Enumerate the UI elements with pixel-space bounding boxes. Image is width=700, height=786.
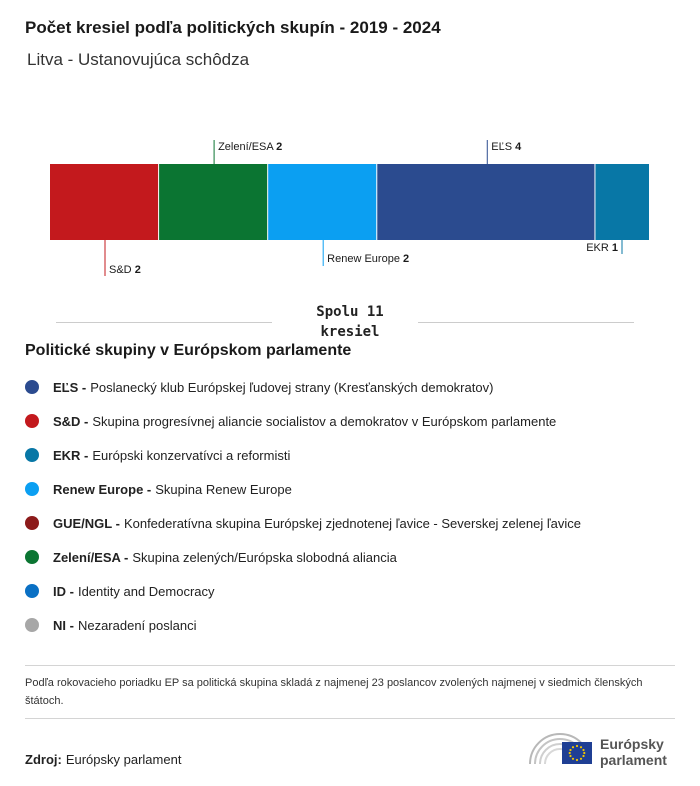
segment-label-name: Zelení/ESA xyxy=(218,141,277,153)
logo-line2: parlament xyxy=(600,752,667,768)
bar-segment-ekr xyxy=(595,164,649,240)
legend-text: Skupina Renew Europe xyxy=(155,481,292,497)
legend-abbr: NI - xyxy=(53,617,74,633)
source-line xyxy=(25,752,181,767)
segment-label-e-s xyxy=(491,141,522,153)
legend-text: Skupina progresívnej aliancie socialistov a demokratov v Európskom parlamente xyxy=(92,413,557,429)
legend-abbr: ID - xyxy=(53,583,74,599)
legend-abbr: EKR - xyxy=(53,447,89,463)
chart-title: Počet kresiel podľa politických skupín - 2019 - 2024 xyxy=(25,18,441,37)
legend-text: Skupina zelených/Európska slobodná aliancia xyxy=(132,549,397,565)
segment-label-name: EKR xyxy=(586,242,612,254)
legend-color-dot xyxy=(25,516,39,530)
legend-item xyxy=(25,506,581,540)
segment-label-value: 2 xyxy=(134,264,141,276)
segment-label-ekr xyxy=(586,242,618,254)
chart-subtitle: Litva - Ustanovujúca schôdza xyxy=(27,50,250,69)
logo-wordmark xyxy=(600,736,667,768)
legend-abbr: GUE/NGL - xyxy=(53,515,120,531)
legend-abbr: Renew Europe - xyxy=(53,481,152,497)
legend-text: Európski konzervatívci a reformisti xyxy=(92,447,291,463)
segment-label-name: EĽS xyxy=(491,141,516,153)
legend-text: Poslanecký klub Európskej ľudovej strany (Kresťanských demokratov) xyxy=(90,379,494,395)
legend-item xyxy=(25,574,581,608)
legend-abbr: Zelení/ESA - xyxy=(53,549,129,565)
segment-label-value: 1 xyxy=(611,242,618,254)
footnote: Podľa rokovacieho poriadku EP sa politická skupina skladá z najmenej 23 poslancov zvolených najmenej v siedmich členských štátoch. xyxy=(25,677,643,707)
legend-item xyxy=(25,404,581,438)
segment-label-zelen-esa xyxy=(218,141,282,153)
total-seats-line1: Spolu 11 xyxy=(316,304,384,320)
european-parliament-logo xyxy=(528,728,678,768)
bar-segment-e-s xyxy=(377,164,594,240)
legend-color-dot xyxy=(25,414,39,428)
legend-item xyxy=(25,370,581,404)
legend-text: Nezaradení poslanci xyxy=(77,617,197,633)
bar-segment-s-d xyxy=(50,164,158,240)
segment-label-name: S&D xyxy=(109,264,135,276)
total-seats-label xyxy=(300,302,400,342)
segment-label-value: 2 xyxy=(276,141,283,153)
legend-item xyxy=(25,472,581,506)
legend-list xyxy=(25,370,581,642)
legend-color-dot xyxy=(25,482,39,496)
legend-color-dot xyxy=(25,618,39,632)
legend-color-dot xyxy=(25,550,39,564)
legend-item xyxy=(25,540,581,574)
segment-label-value: 4 xyxy=(515,141,522,153)
divider-top xyxy=(25,665,675,666)
source-value: Európsky parlament xyxy=(65,752,182,767)
legend-text: Identity and Democracy xyxy=(77,583,215,599)
logo-line1: Európsky xyxy=(600,736,664,752)
segment-label-s-d xyxy=(109,264,141,276)
legend-item xyxy=(25,438,581,472)
legend-abbr: EĽS - xyxy=(53,379,87,395)
legend-color-dot xyxy=(25,380,39,394)
legend-abbr: S&D - xyxy=(53,413,89,429)
divider-bottom xyxy=(25,718,675,719)
parliament-hemicycle-icon xyxy=(528,728,594,768)
source-label: Zdroj: xyxy=(25,752,62,767)
total-divider-left xyxy=(56,322,272,323)
total-divider-right xyxy=(418,322,634,323)
bar-segment-zelen-esa xyxy=(159,164,267,240)
bar-segment-renew-europe xyxy=(268,164,376,240)
stacked-seat-chart xyxy=(0,130,700,290)
legend-color-dot xyxy=(25,584,39,598)
segment-label-renew-europe xyxy=(327,253,409,265)
legend-text: Konfederatívna skupina Európskej zjednotenej ľavice - Severskej zelenej ľavice xyxy=(123,515,582,531)
segment-label-name: Renew Europe xyxy=(327,253,404,265)
legend-item xyxy=(25,608,581,642)
segment-label-value: 2 xyxy=(403,253,410,265)
legend-title: Politické skupiny v Európskom parlamente xyxy=(25,342,352,359)
legend-color-dot xyxy=(25,448,39,462)
total-seats-line2: kresiel xyxy=(320,324,380,340)
